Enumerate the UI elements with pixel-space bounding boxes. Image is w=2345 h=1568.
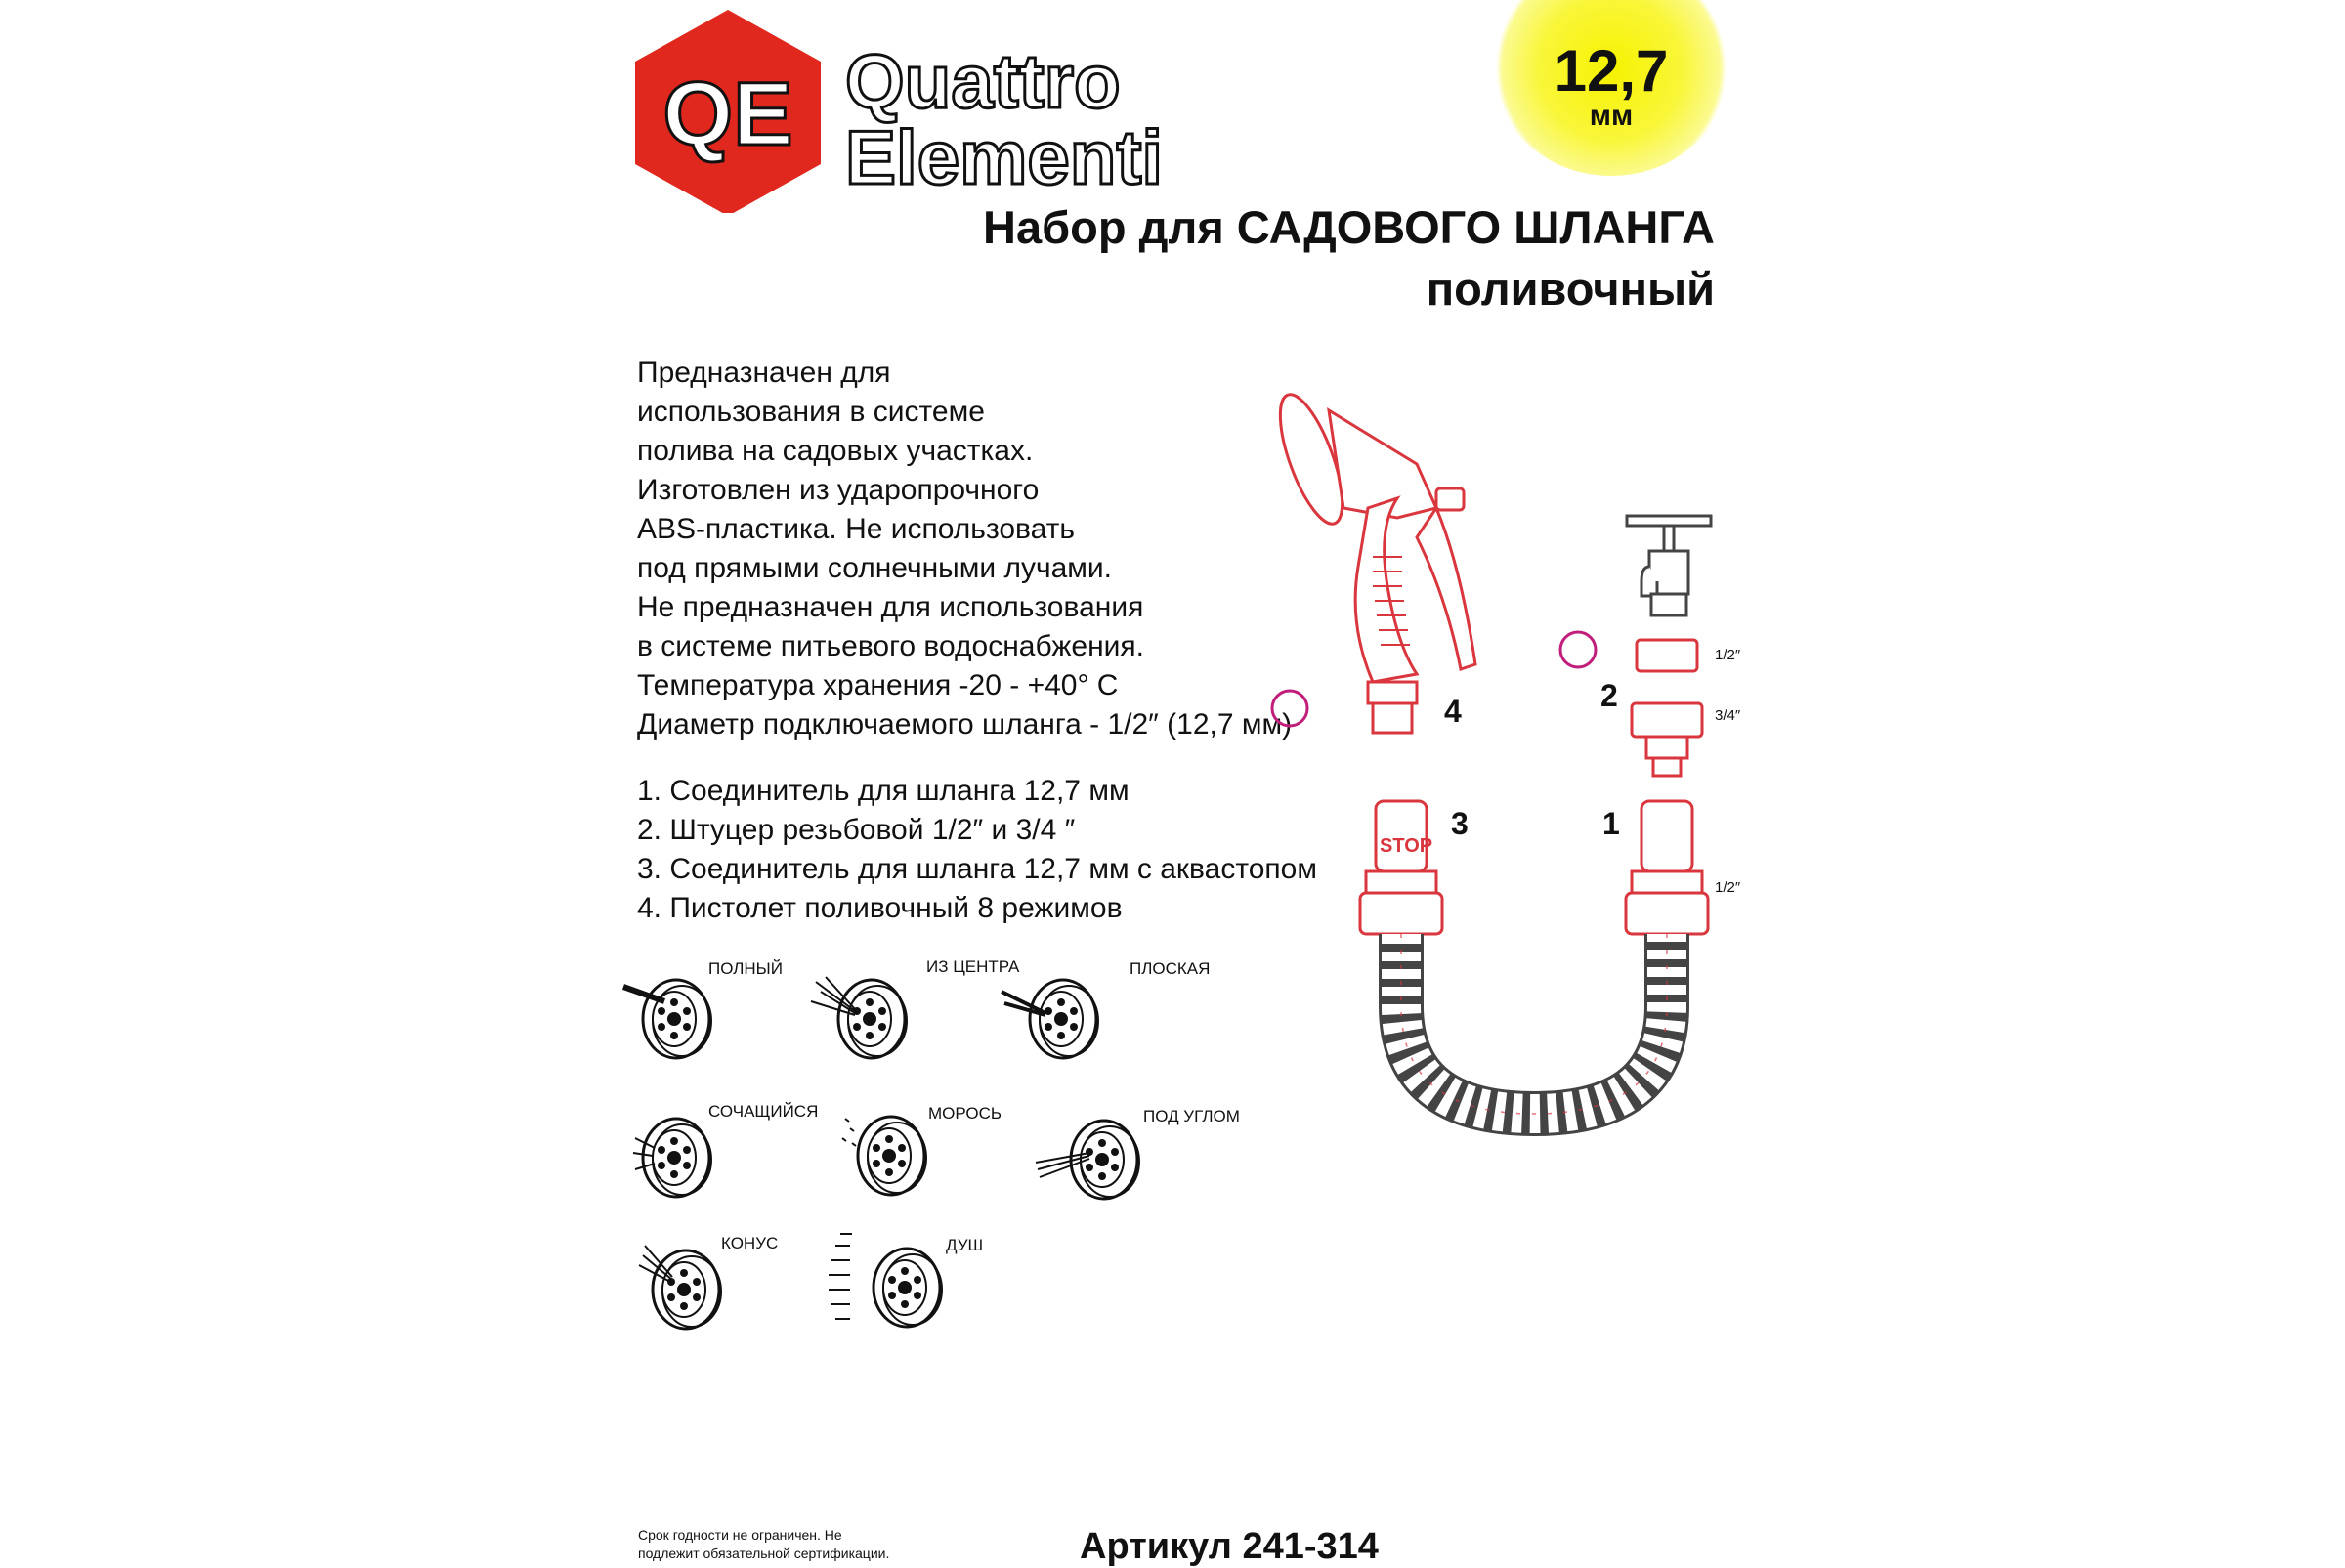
product-title: Набор для САДОВОГО ШЛАНГА	[983, 201, 1715, 253]
badge-value: 12,7	[1554, 38, 1669, 104]
badge-unit: мм	[1589, 100, 1634, 132]
nozzle-flat-icon	[1002, 980, 1098, 1058]
description-line: Диаметр подключаемого шланга - 1/2″ (12,7 мм)	[637, 708, 1293, 741]
marker-circle-icon	[1560, 632, 1596, 667]
mode-label-flat: ПЛОСКАЯ	[1130, 959, 1211, 978]
diameter-badge	[1493, 0, 1729, 176]
description-line: полива на садовых участках.	[637, 435, 1034, 467]
nozzle-mist-icon	[842, 1117, 926, 1195]
aquastop-connector-icon	[1360, 801, 1442, 934]
description-line: использования в системе	[637, 396, 985, 428]
description-line: под прямыми солнечными лучами.	[637, 552, 1112, 584]
size-label-half: 1/2″	[1715, 647, 1741, 663]
mode-label-cone: КОНУС	[721, 1234, 779, 1252]
part-number-2: 2	[1600, 678, 1618, 713]
nozzle-center-icon	[811, 977, 907, 1058]
parts-list-item: 3. Соединитель для шланга 12,7 мм с аквастопом	[637, 853, 1317, 885]
stop-label: STOP	[1380, 835, 1433, 857]
threaded-adapter-icon	[1632, 640, 1702, 776]
parts-list	[637, 772, 1321, 928]
description-line: ABS-пластика. Не использовать	[637, 513, 1076, 545]
product-diagram	[1251, 371, 1759, 1143]
garden-hose-icon	[1401, 934, 1667, 1114]
nozzle-shower-icon	[829, 1234, 942, 1327]
hose-connector-icon	[1626, 801, 1708, 934]
description-line: Температура хранения -20 - +40° C	[637, 669, 1119, 701]
description	[637, 354, 1301, 744]
size-label-three-quarter: 3/4″	[1715, 707, 1741, 724]
spray-gun-icon	[1267, 388, 1475, 733]
nozzle-soaker-icon	[633, 1119, 711, 1197]
parts-list-item: 1. Соединитель для шланга 12,7 мм	[637, 775, 1130, 807]
parts-list-item: 4. Пистолет поливочный 8 режимов	[637, 892, 1123, 924]
qe-hexagon-icon	[635, 8, 1270, 213]
footnote-line: подлежит обязательной сертификации.	[638, 1546, 890, 1561]
part-number-1: 1	[1602, 806, 1620, 841]
footnote-line: Срок годности не ограничен. Не	[638, 1527, 842, 1543]
nozzle-cone-icon	[639, 1246, 721, 1329]
mode-label-shower: ДУШ	[946, 1236, 984, 1254]
description-line: Предназначен для	[637, 357, 891, 389]
size-label-half: 1/2″	[1715, 879, 1741, 896]
spray-modes-illustration	[616, 953, 1300, 1363]
description-line: в системе питьевого водоснабжения.	[637, 630, 1144, 662]
nozzle-full-icon	[623, 980, 711, 1058]
mode-label-center: ИЗ ЦЕНТРА	[926, 957, 1020, 976]
mode-label-soaker: СОЧАЩИЙСЯ	[708, 1102, 819, 1121]
marker-circle-icon	[1272, 691, 1307, 726]
spray-modes	[616, 953, 1300, 1363]
mode-label-mist: МОРОСЬ	[928, 1104, 1002, 1123]
description-line: Изготовлен из ударопрочного	[637, 474, 1040, 506]
part-number-4: 4	[1444, 694, 1462, 729]
mode-label-full: ПОЛНЫЙ	[708, 959, 783, 978]
faucet-icon	[1627, 516, 1711, 615]
mode-label-angle: ПОД УГЛОМ	[1143, 1107, 1240, 1125]
hose-kit-illustration	[1251, 371, 1759, 1143]
part-number-3: 3	[1451, 806, 1469, 841]
brand-logo	[635, 8, 1270, 213]
description-line: Не предназначен для использования	[637, 591, 1144, 623]
article-number: Артикул 241-314	[1080, 1526, 1379, 1567]
brand-name-line2: Elementi	[845, 114, 1164, 200]
nozzle-angle-icon	[1036, 1121, 1139, 1199]
logo-letters: QE	[662, 64, 793, 164]
footnote	[638, 1526, 931, 1563]
parts-list-item: 2. Штуцер резьбовой 1/2″ и 3/4 ″	[637, 814, 1076, 846]
product-subtitle: поливочный	[1426, 263, 1715, 315]
brand-name-line1: Quattro	[845, 38, 1121, 124]
